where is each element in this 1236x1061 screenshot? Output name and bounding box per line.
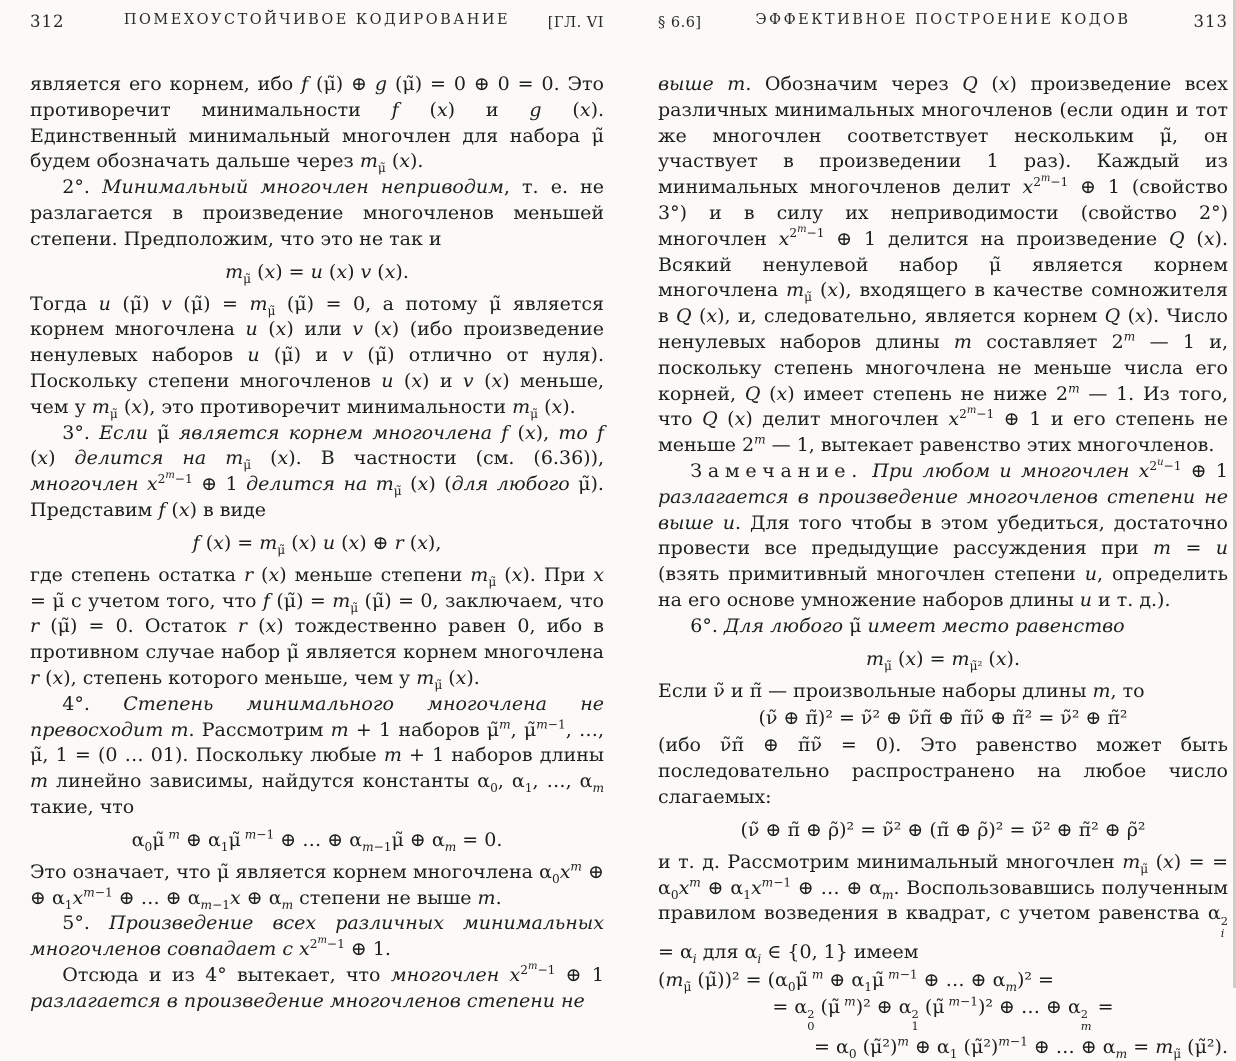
- right-section-ref: § 6.6]: [658, 15, 702, 31]
- display-formula: = $\alpha_0$ (μ̃²)$^m$ ⊕ $\alpha_1$ (μ̃²)$^{m-1}$ ⊕ … ⊕ $\alpha_m = m_{\mũ}$ (μ̃²).: [814, 1035, 1228, 1061]
- display-formula: $\alpha_0\mũ$ $^m$ ⊕ $\alpha_1\mũ$ $^{m-1}$ ⊕ … ⊕ $\alpha_{m-1}\mũ$ ⊕ $\alpha_m = 0$.: [131, 827, 503, 854]
- text-paragraph: Отсюда и из 4° вытекает, что многочлен $x^{2^m-1}$ ⊕ 1 разлагается в произведение многочленов степени не: [30, 960, 604, 1012]
- left-chapter-ref: [ГЛ. VI: [547, 15, 604, 31]
- text-paragraph: Замечание. При любом u многочлен $x^{2^u-1}$ ⊕ 1 разлагается в произведение многочленов степени не выше u. Для того чтобы в этом убедиться, достаточно провести все предыдущие рассуждения при m = u (взять примитивный многочлен степени u, определить на его основе умножение наборов длины u и т. д.).: [658, 456, 1228, 611]
- left-running-head: [30, 12, 604, 36]
- left-page-number: 312: [30, 12, 65, 31]
- text-paragraph: 4°. Степень минимального многочлена не превосходит m. Рассмотрим m + 1 наборов μ̃$^m$, μ̃$^{m-1}$, …, μ̃, 1 = (0 … 01). Поскольку любые m + 1 наборов длины m линейно зависимы, найдутся константы $\alpha_0$, $\alpha_1$, …, $\alpha_m$ такие, что: [30, 692, 604, 818]
- display-formula: (ν̃ ⊕ π̃)² = ν̃² ⊕ ν̃π̃ ⊕ π̃ν̃ ⊕ π̃² = ν̃² ⊕ π̃²: [758, 707, 1128, 730]
- text-paragraph: и т. д. Рассмотрим минимальный многочлен $m_{\mũ}$ (x) = = $\alpha_0x^m$ ⊕ $\alpha_1x^{m-1}$ ⊕ … ⊕ $\alpha_m$. Воспользовавшись полученным правилом возведения в квадрат, с учетом равенства α 2 i = $\alpha_i$ для $\alpha_i$ ∈ {0, 1} имеем: [658, 850, 1228, 966]
- text-paragraph: Если ν̃ и π̃ — произвольные наборы длины m, то: [658, 679, 1145, 702]
- display-formula: (ν̃ ⊕ π̃ ⊕ ρ̃)² = ν̃² ⊕ (π̃ ⊕ ρ̃)² = ν̃² ⊕ π̃² ⊕ ρ̃²: [740, 818, 1146, 841]
- display-formula: ($m_{\mũ}$ (μ̃))² = ($\alpha_0\mũ$ $^m$ ⊕ $\alpha_1\mũ$ $^{m-1}$ ⊕ … ⊕ $\alpha_m)^2$ =: [658, 967, 1054, 994]
- text-paragraph: 2°. Минимальный многочлен неприводим, т. е. не разлагается в произведение многочленов меньшей степени. Предположим, что это не так и: [30, 176, 605, 250]
- right-page-number: 313: [1193, 12, 1228, 31]
- left-running-title: ПОМЕХОУСТОЙЧИВОЕ КОДИРОВАНИЕ: [123, 12, 511, 28]
- right-running-head: [658, 12, 1228, 36]
- display-formula: $m_{\mũ}$ $(x) = m_{\mũ^2}$ (x).: [866, 647, 1020, 673]
- display-formula: f $(x) = m_{\mũ}$ (x) u (x) ⊕ r (x),: [192, 531, 442, 557]
- text-paragraph: Тогда u (μ̃) v (μ̃) = $m_{\mũ}$ (μ̃) = 0, а потому μ̃ является корнем многочлена u (x) или v (x) (ибо произведение ненулевых наборов u (μ̃) и v (μ̃) отлично от нуля). Поскольку степени многочленов u (x) и v (x) меньше, чем у $m_{\mũ}$ (x), это противоречит минимальности $m_{\mũ}$ (x).: [30, 292, 605, 421]
- text-paragraph: является его корнем, ибо f (μ̃) ⊕ g (μ̃) = 0 ⊕ 0 = 0. Это противоречит минимальности f (x) и g (x). Единственный минимальный многочлен для набора μ̃ будем обозначать дальше через $m_{\mũ}$ (x).: [30, 73, 605, 176]
- display-formula: $m_{\mũ}$ (x) = u (x) v (x).: [225, 260, 409, 286]
- text-paragraph: 6°. Для любого μ̃ имеет место равенство: [690, 614, 1125, 637]
- text-paragraph: (ибо ν̃π̃ ⊕ π̃ν̃ = 0). Это равенство может быть последовательно распространено на любое число слагаемых:: [658, 734, 1228, 808]
- right-running-title: ЭФФЕКТИВНОЕ ПОСТРОЕНИЕ КОДОВ: [755, 12, 1131, 28]
- page-left: [0, 0, 618, 1012]
- text-paragraph: выше m. Обозначим через Q (x) произведение всех различных минимальных многочленов (если один и тот же многочлен соответствует нескольким μ̃, он участвует в произведении 1 раз). Каждый из минимальных многочленов делит $x^{2^m-1}$ ⊕ 1 (свойство 3°) и в силу их неприводимости (свойство 2°) многочлен $x^{2^m-1}$ ⊕ 1 делится на произведение Q (x). Всякий ненулевой набор μ̃ является корнем многочлена $m_{\mũ}$ (x), входящего в качестве сомножителя в Q (x), и, следовательно, является корнем Q (x). Число ненулевых наборов длины m составляет 2$^m$ — 1 и, поскольку степень многочлена не меньше числа его корней, Q (x) имеет степень не ниже 2$^m$ — 1. Из того, что Q (x) делит многочлен $x^{2^m-1}$ ⊕ 1 и его степень не меньше 2$^m$ — 1, вытекает равенство этих многочленов.: [658, 73, 1228, 457]
- text-paragraph: 5°. Произведение всех различных минимальных многочленов совпадает с $x^{2^m-1}$ ⊕ 1.: [30, 912, 604, 961]
- text-paragraph: где степень остатка r (x) меньше степени $m_{\mũ}$ (x). При x = μ̃ с учетом того, что f (μ̃) = $m_{\mũ}$ (μ̃) = 0, заключаем, что r (μ̃) = 0. Остаток r (x) тождественно равен 0, ибо в противном случае набор μ̃ является корнем многочлена r (x), степень которого меньше, чем у $m_{\mũ}$ (x).: [30, 563, 605, 692]
- text-paragraph: Это означает, что μ̃ является корнем многочлена $\alpha_0x^m$ ⊕ ⊕ $\alpha_1x^{m-1}$ ⊕ … ⊕ $\alpha_{m-1}x$ ⊕ $\alpha_m$ степени не выше m.: [30, 859, 604, 912]
- page-right: [618, 0, 1236, 1061]
- text-paragraph: 3°. Если μ̃ является корнем многочлена f (x), то f (x) делится на $m_{\mũ}$ (x). В частности (см. (6.36)), многочлен $x^{2^m-1}$ ⊕ 1 делится на $m_{\mũ}$ (x) (для любого μ̃). Представим f (x) в виде: [30, 421, 605, 521]
- left-page-body: [30, 72, 604, 1015]
- right-page-body: [658, 72, 1228, 1060]
- display-formula: = α 2 0 (μ̃ $^m$)² ⊕ α 2 1 (μ̃ $^{m-1}$)² ⊕ … ⊕ α 2 m =: [772, 994, 1114, 1034]
